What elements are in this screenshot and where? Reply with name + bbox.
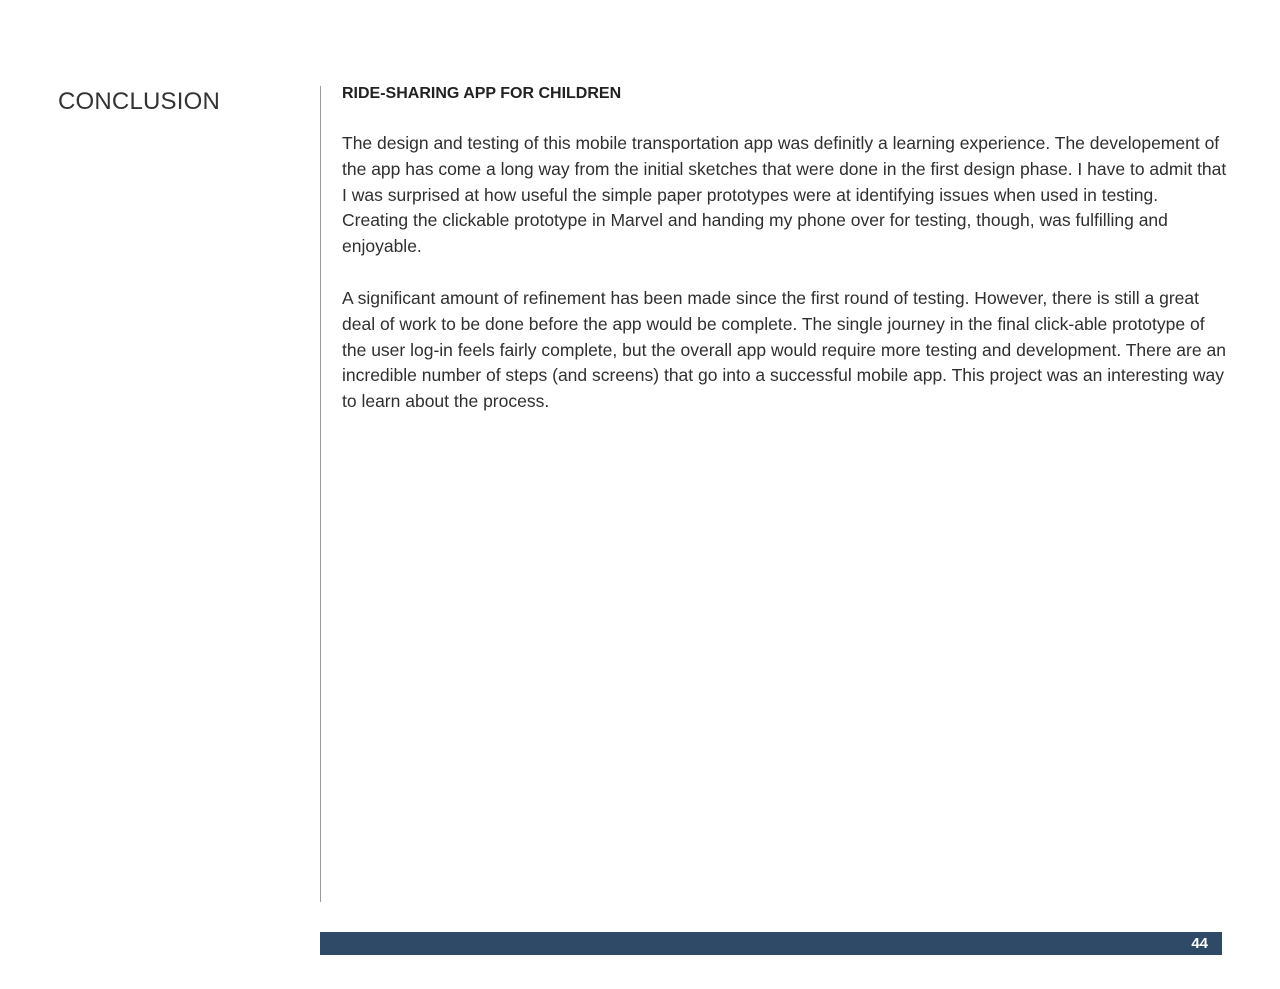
footer-bar [320, 932, 1222, 955]
content-column [342, 85, 1227, 441]
page-number: 44 [1191, 935, 1208, 952]
paragraph-1: The design and testing of this mobile transportation app was definitly a learning experience. The developement of the app has come a long way from the initial sketches that were done in the first design phase. I have to admit that I was surprised at how useful the simple paper prototypes were at identifying issues when used in testing. Creating the clickable prototype in Marvel and handing my phone over for testing, though, was fulfilling and enjoyable. [342, 133, 1227, 257]
section-title: CONCLUSION [58, 88, 221, 115]
paragraph-2: A significant amount of refinement has been made since the first round of testing. However, there is still a great deal of work to be done before the app would be complete. The single journey in the final click-able prototype of the user log-in feels fairly complete, but the overall app would require more testing and development. There are an incredible number of steps (and screens) that go into a successful mobile app. This project was an interesting way to learn about the process. [342, 287, 1226, 412]
subtitle: RIDE-SHARING APP FOR CHILDREN [342, 85, 622, 102]
vertical-divider [320, 86, 321, 902]
